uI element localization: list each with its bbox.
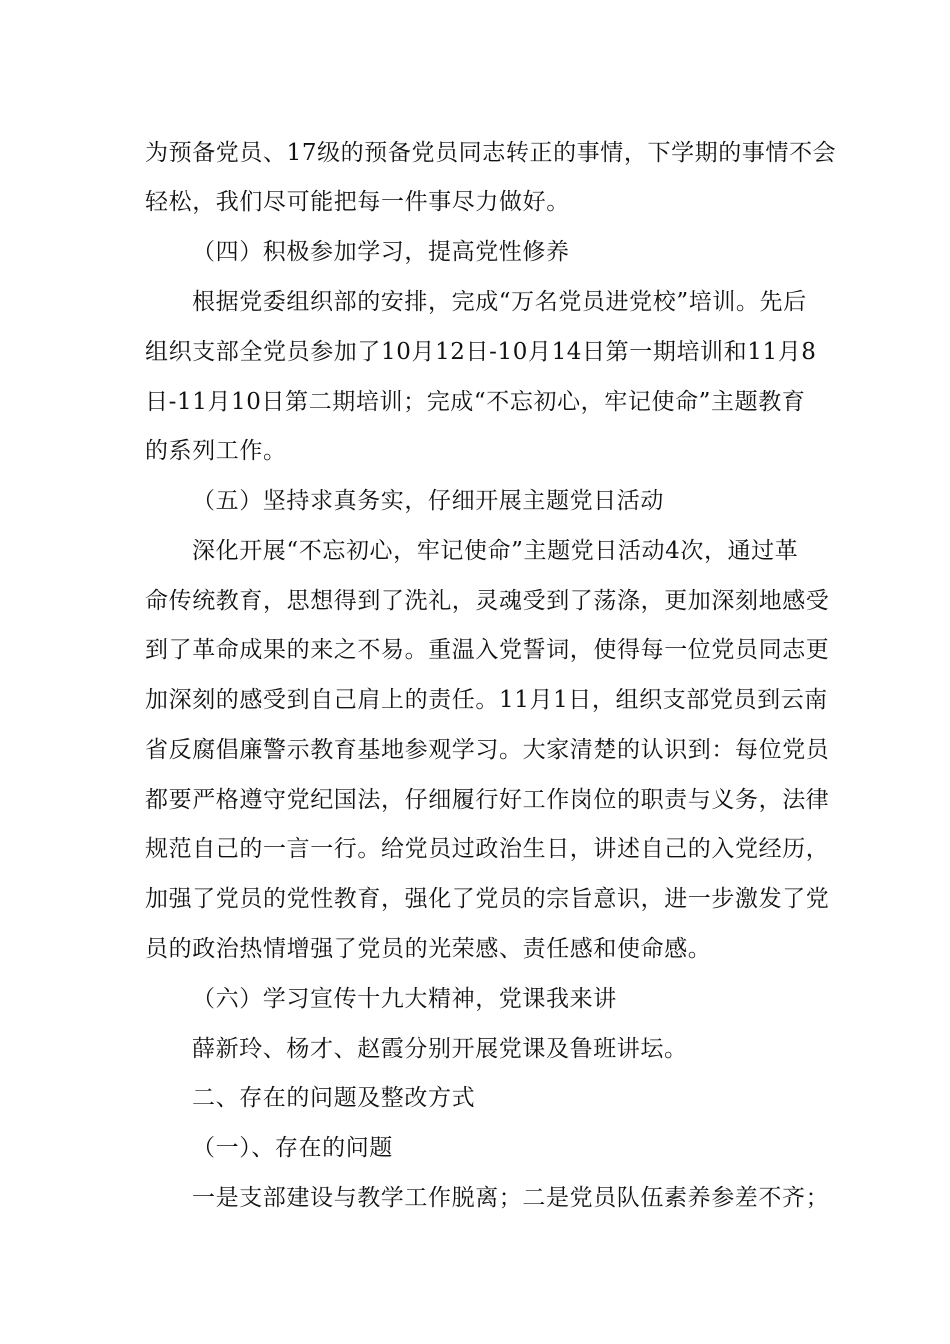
paragraph-line: 加深刻的感受到自己肩上的责任。11月1日，组织支部党员到云南 [145,687,828,713]
paragraph-line: 日-11月10日第二期培训；完成“不忘初心，牢记使命”主题教育 [145,389,806,415]
section-heading: （六）学习宣传十九大精神，党课我来讲 [192,986,617,1012]
paragraph-line: 命传统教育，思想得到了洗礼，灵魂受到了荡涤，更加深刻地感受 [145,588,830,614]
paragraph-line: 根据党委组织部的安排，完成“万名党员进党校”培训。先后 [192,289,807,315]
paragraph-line: 组织支部全党员参加了10月12日-10月14日第一期培训和11月8 [145,339,817,365]
paragraph-line: 一是支部建设与教学工作脱离；二是党员队伍素养参差不齐； [192,1185,830,1211]
paragraph-line: 深化开展“不忘初心，牢记使命”主题党日活动4次，通过革 [192,538,799,564]
paragraph-line: 的系列工作。 [145,438,287,464]
paragraph-line: 到了革命成果的来之不易。重温入党誓词，使得每一位党员同志更 [145,637,830,663]
subsection-heading: （一）、存在的问题 [192,1135,393,1161]
paragraph-line: 员的政治热情增强了党员的光荣感、责任感和使命感。 [145,936,712,962]
section-heading: 二、存在的问题及整改方式 [192,1085,476,1111]
section-heading: （四）积极参加学习，提高党性修养 [192,239,570,265]
paragraph-line: 省反腐倡廉警示教育基地参观学习。大家清楚的认识到：每位党员 [145,737,830,763]
paragraph-line: 加强了党员的党性教育，强化了党员的宗旨意识，进一步激发了党 [145,886,830,912]
paragraph-line: 为预备党员、17级的预备党员同志转正的事情，下学期的事情不会 [145,140,837,166]
paragraph-line: 都要严格遵守党纪国法，仔细履行好工作岗位的职责与义务，法律 [145,787,830,813]
section-heading: （五）坚持求真务实，仔细开展主题党日活动 [192,488,664,514]
paragraph-line: 规范自己的一言一行。给党员过政治生日，讲述自己的入党经历， [145,836,830,862]
paragraph-line: 轻松，我们尽可能把每一件事尽力做好。 [145,189,570,215]
paragraph-line: 薛新玲、杨才、赵霞分别开展党课及鲁班讲坛。 [192,1036,688,1062]
